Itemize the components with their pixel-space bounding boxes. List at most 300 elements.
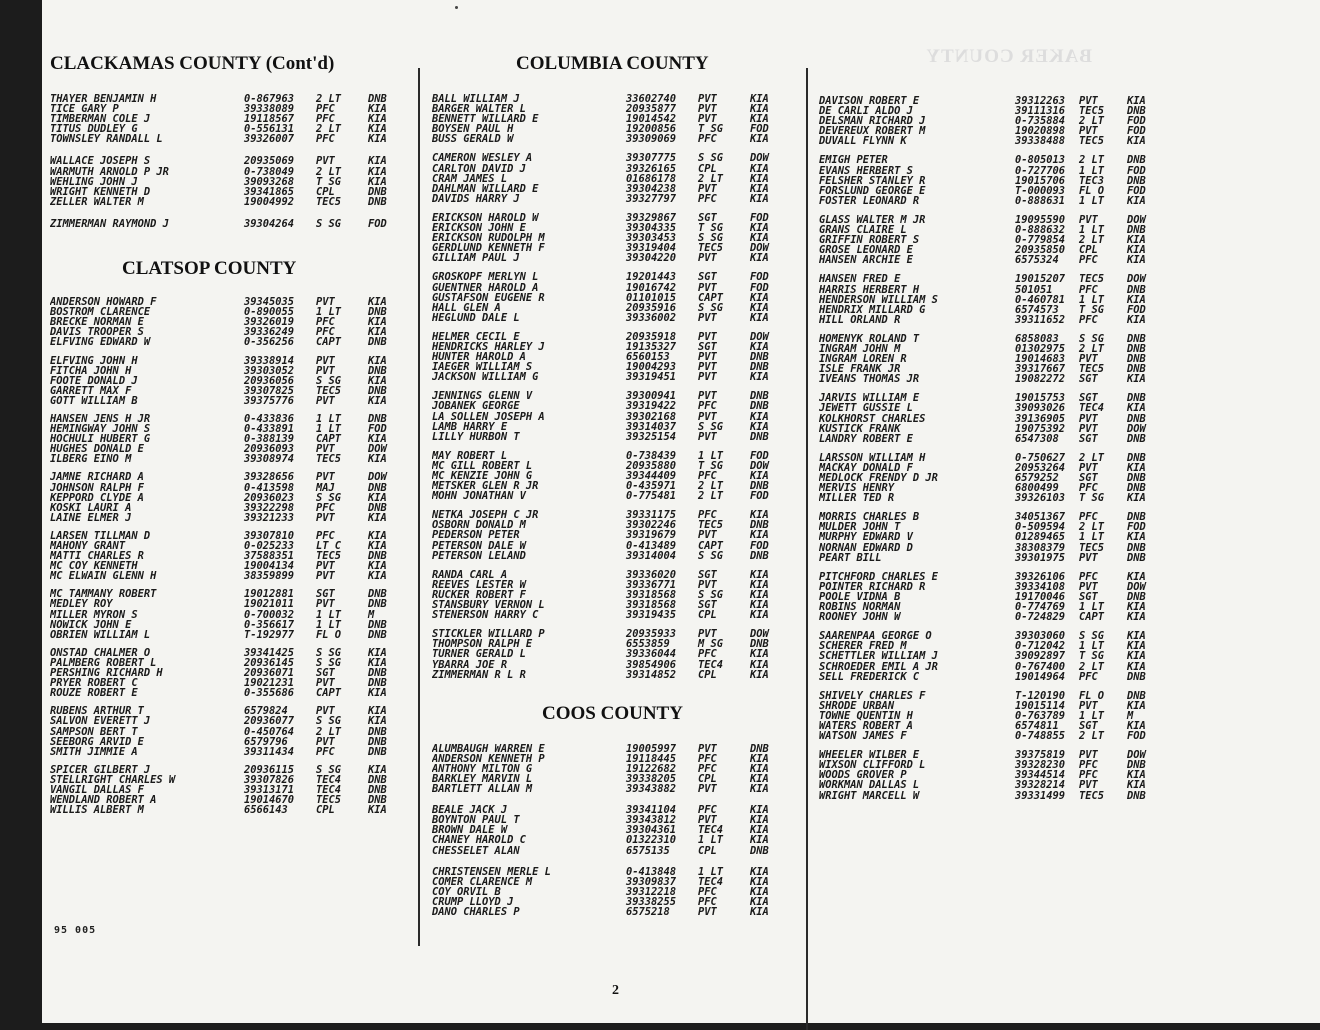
rank: S SG	[698, 152, 724, 165]
status-code: KIA	[368, 529, 387, 542]
rank: SGT	[1079, 392, 1098, 405]
serial-number: 39302246	[626, 519, 677, 532]
soldier-name: MULDER JOHN T	[819, 522, 901, 533]
soldier-name: EMIGH PETER	[819, 155, 888, 166]
record-group	[50, 706, 418, 756]
soldier-name: TURNER GERALD L	[432, 649, 526, 660]
soldier-name: MACKAY DONALD F	[819, 462, 913, 473]
rank: PVT	[316, 570, 335, 583]
soldier-name: HUGHES DONALD E	[50, 444, 144, 455]
rank: PFC	[698, 509, 717, 522]
casualty-row	[432, 124, 800, 134]
status-code: FOD	[750, 539, 769, 552]
casualty-row	[50, 187, 418, 197]
soldier-name: KEPPORD CLYDE A	[50, 492, 144, 503]
soldier-name: ANDERSON HOWARD F	[50, 297, 157, 308]
status-code: DOW	[1127, 213, 1146, 226]
serial-number: 19020898	[1015, 125, 1066, 138]
status-code: KIA	[750, 252, 769, 265]
casualty-row	[432, 352, 800, 362]
status-code: DOW	[750, 242, 769, 255]
rank: 1 LT	[1079, 709, 1105, 722]
status-code: DNB	[1127, 670, 1146, 683]
rank: CAPT	[698, 539, 724, 552]
record-group	[432, 332, 800, 382]
serial-number: 39326019	[244, 316, 295, 329]
casualty-row	[432, 104, 800, 114]
soldier-name: HANSEN JENS H JR	[50, 413, 151, 425]
rank: 2 LT	[698, 480, 724, 493]
status-code: DNB	[1127, 472, 1146, 484]
status-code: DNB	[368, 384, 387, 397]
status-code: KIA	[750, 658, 769, 671]
soldier-name: PERSHING RICHARD H	[50, 668, 163, 679]
status-code: DNB	[750, 430, 769, 443]
soldier-name: MILLER MYRON S	[50, 609, 138, 620]
casualty-row	[432, 629, 800, 639]
status-code: KIA	[1127, 611, 1146, 624]
status-code: KIA	[1127, 779, 1146, 792]
rank: S SG	[316, 763, 342, 776]
rank: CPL	[1079, 244, 1098, 257]
soldier-name: MAY ROBERT L	[432, 450, 508, 461]
record-group	[432, 451, 800, 501]
rank: PFC	[1079, 254, 1098, 267]
soldier-name: ONSTAD CHALMER O	[50, 647, 151, 658]
serial-number: 39345035	[244, 296, 295, 309]
soldier-name: HENDERSON WILLIAM S	[819, 294, 938, 305]
serial-number: 39334108	[1015, 580, 1066, 593]
soldier-name: FITCHA JOHN H	[50, 365, 132, 376]
soldier-name: GOTT WILLIAM B	[50, 395, 138, 406]
serial-number: 39338255	[626, 895, 677, 908]
bleed-through-heading: BAKER COUNTY	[925, 46, 1092, 67]
casualty-row	[50, 104, 418, 114]
soldier-name: GLASS WALTER M JR	[819, 214, 926, 226]
rank: PFC	[316, 501, 335, 514]
status-code: KIA	[750, 410, 769, 423]
status-code: DNB	[368, 550, 387, 563]
status-code: DNB	[368, 412, 387, 425]
serial-number: 19014542	[626, 113, 677, 126]
soldier-name: LARSSON WILLIAM H	[819, 452, 926, 463]
casualty-row	[819, 136, 1189, 146]
serial-number: 0-748855	[1015, 730, 1066, 743]
rank: 1 LT	[316, 423, 342, 436]
casualty-row	[819, 731, 1189, 741]
rank: S SG	[316, 715, 342, 728]
soldier-name: YBARRA JOE R	[432, 659, 508, 670]
serial-number: 0-433836	[244, 412, 295, 425]
status-code: KIA	[1127, 650, 1146, 663]
casualty-row	[50, 472, 418, 482]
casualty-row	[432, 412, 800, 422]
serial-number: 39328230	[1015, 759, 1066, 772]
soldier-name: IAEGER WILLIAM S	[432, 362, 533, 373]
rank: S SG	[316, 491, 342, 504]
rank: PFC	[316, 133, 335, 146]
soldier-name: ERICKSON HAROLD W	[432, 212, 539, 224]
soldier-name: DE CARLI ALDO J	[819, 106, 913, 117]
speck-mark	[455, 6, 458, 9]
record-group	[50, 94, 418, 144]
status-code: DNB	[750, 549, 769, 562]
serial-number: 39326103	[1015, 492, 1066, 505]
soldier-name: GUSTAFSON EUGENE R	[432, 292, 545, 303]
rank: PVT	[698, 93, 717, 105]
rank: PVT	[316, 560, 335, 573]
rank: 1 LT	[1079, 293, 1105, 306]
serial-number: 6575135	[626, 844, 670, 857]
record-group	[432, 744, 800, 794]
serial-number: 0-700032	[244, 608, 295, 621]
status-code: DNB	[368, 336, 387, 349]
serial-number: 0-413598	[244, 481, 295, 494]
rank: CAPT	[316, 433, 342, 446]
serial-number: 39111316	[1015, 105, 1066, 118]
casualty-row	[50, 620, 418, 630]
serial-number: 39092897	[1015, 650, 1066, 663]
soldier-name: WOODS GROVER P	[819, 770, 907, 781]
serial-number: 39304264	[244, 217, 295, 230]
rank: PVT	[316, 354, 335, 367]
status-code: KIA	[750, 895, 769, 908]
casualty-row	[432, 530, 800, 540]
status-code: KIA	[368, 175, 387, 188]
status-code: DNB	[1127, 392, 1146, 405]
status-code: KIA	[750, 875, 769, 888]
rank: PVT	[698, 430, 717, 443]
status-code: KIA	[750, 885, 769, 898]
rank: CPL	[698, 844, 717, 857]
record-group	[819, 96, 1189, 146]
serial-number: 6553859	[626, 638, 670, 651]
rank: PVT	[698, 330, 717, 343]
rank: TEC4	[1079, 402, 1105, 415]
serial-number: 39319422	[626, 400, 677, 413]
record-group	[819, 691, 1189, 741]
soldier-name: PITCHFORD CHARLES E	[819, 571, 938, 582]
status-code: DNB	[1127, 363, 1146, 376]
soldier-name: SEEBORG ARVID E	[50, 736, 144, 747]
rank: TEC5	[1079, 789, 1105, 802]
status-code: KIA	[368, 656, 387, 669]
serial-number: 6858083	[1015, 332, 1059, 345]
column-right	[819, 52, 1189, 801]
status-code: DOW	[368, 471, 387, 484]
serial-number: 39338914	[244, 354, 295, 367]
soldier-name: WORKMAN DALLAS L	[819, 780, 920, 791]
rank: CPL	[316, 185, 335, 198]
serial-number: 19122682	[626, 762, 677, 775]
soldier-name: ALUMBAUGH WARREN E	[432, 743, 545, 754]
rank: PVT	[698, 103, 717, 116]
rank: TEC5	[1079, 105, 1105, 118]
casualty-row	[432, 639, 800, 649]
rank: 2 LT	[1079, 521, 1105, 534]
status-code: KIA	[1127, 660, 1146, 673]
serial-number: 20936071	[244, 667, 295, 680]
serial-number: 39319435	[626, 609, 677, 622]
soldier-name: CHESSELET ALAN	[432, 845, 520, 856]
status-code: KIA	[750, 93, 769, 105]
soldier-name: JACKSON WILLIAM G	[432, 372, 539, 383]
casualty-row	[432, 670, 800, 680]
status-code: KIA	[368, 394, 387, 407]
casualty-row	[50, 317, 418, 327]
rank: PFC	[698, 400, 717, 413]
serial-number: 39307810	[244, 529, 295, 542]
casualty-row	[432, 754, 800, 764]
soldier-name: LAMB HARRY E	[432, 421, 508, 432]
casualty-row	[819, 791, 1189, 801]
status-code: KIA	[750, 865, 769, 878]
rank: S SG	[698, 420, 724, 433]
status-code: DNB	[750, 361, 769, 374]
status-code: KIA	[750, 609, 769, 622]
soldier-name: PETERSON DALE W	[432, 540, 526, 551]
serial-number: 39304335	[626, 222, 677, 235]
status-code: DNB	[1127, 174, 1146, 187]
soldier-name: WIXSON CLIFFORD L	[819, 760, 926, 771]
soldier-name: POOLE VIDNA B	[819, 591, 901, 603]
soldier-name: TOWNE QUENTIN H	[819, 710, 913, 721]
status-code: KIA	[1127, 95, 1146, 107]
casualty-row	[432, 471, 800, 481]
soldier-name: KOSKI LAURI A	[50, 502, 132, 513]
casualty-row	[432, 293, 800, 303]
casualty-row	[50, 177, 418, 187]
status-code: DNB	[1127, 154, 1146, 167]
status-code: DNB	[368, 725, 387, 738]
serial-number: 39341425	[244, 646, 295, 659]
rank: PVT	[698, 742, 717, 755]
serial-number: 39338205	[626, 772, 677, 785]
record-group	[819, 274, 1189, 324]
serial-number: 0-888632	[1015, 224, 1066, 237]
rank: 2 LT	[316, 93, 342, 105]
soldier-name: TITUS DUDLEY G	[50, 124, 138, 135]
rank: PVT	[1079, 699, 1098, 712]
column-left	[50, 52, 418, 815]
status-code: KIA	[368, 453, 387, 466]
casualty-row	[50, 706, 418, 716]
serial-number: 0-509594	[1015, 521, 1066, 534]
casualty-row	[50, 775, 418, 785]
serial-number: 39375776	[244, 394, 295, 407]
serial-number: 0-775481	[626, 490, 677, 503]
status-code: DNB	[1127, 551, 1146, 564]
serial-number: 19015207	[1015, 273, 1066, 286]
serial-number: 01322310	[626, 834, 677, 847]
casualty-row	[432, 194, 800, 204]
status-code: FOD	[368, 217, 387, 230]
rank: T SG	[698, 459, 724, 472]
status-code: KIA	[750, 133, 769, 146]
serial-number: 39319451	[626, 371, 677, 384]
soldier-name: ISLE FRANK JR	[819, 364, 901, 375]
soldier-name: SCHETTLER WILLIAM J	[819, 651, 938, 662]
soldier-name: NETKA JOSEPH C JR	[432, 510, 539, 521]
soldier-name: DELSMAN RICHARD J	[819, 116, 926, 127]
rank: PVT	[316, 511, 335, 524]
rank: PVT	[1079, 412, 1098, 425]
record-group	[819, 393, 1189, 443]
casualty-row	[432, 153, 800, 163]
rank: PVT	[698, 783, 717, 796]
status-code: DOW	[750, 628, 769, 641]
serial-number: 19118567	[244, 113, 295, 126]
casualty-row	[50, 648, 418, 658]
casualty-row	[432, 815, 800, 825]
serial-number: 0-888631	[1015, 194, 1066, 207]
casualty-row	[819, 493, 1189, 503]
serial-number: 39328656	[244, 471, 295, 484]
soldier-name: GROSE LEONARD E	[819, 245, 913, 256]
rank: PVT	[316, 735, 335, 748]
rank: SGT	[316, 667, 335, 680]
soldier-name: ELFVING EDWARD W	[50, 337, 151, 348]
soldier-name: GARRETT MAX F	[50, 385, 132, 396]
serial-number: 19014683	[1015, 353, 1066, 366]
rank: PFC	[1079, 670, 1098, 683]
casualty-row	[50, 307, 418, 317]
soldier-name: GRANS CLAIRE L	[819, 225, 907, 236]
serial-number: 39336249	[244, 326, 295, 339]
soldier-name: ANDERSON KENNETH P	[432, 753, 545, 764]
status-code: KIA	[750, 772, 769, 785]
serial-number: 39326106	[1015, 570, 1066, 583]
status-code: KIA	[368, 133, 387, 146]
casualty-row	[432, 164, 800, 174]
rank: SGT	[1079, 472, 1098, 484]
serial-number: 01686178	[626, 172, 677, 185]
status-code: DOW	[750, 330, 769, 343]
soldier-name: MATTI CHARLES R	[50, 551, 144, 562]
soldier-name: LILLY HURBON T	[432, 431, 520, 442]
soldier-name: SCHERER FRED M	[819, 641, 907, 652]
soldier-name: RUBENS ARTHUR T	[50, 706, 144, 717]
rank: T SG	[698, 222, 724, 235]
soldier-name: THAYER BENJAMIN H	[50, 94, 157, 105]
rank: T SG	[316, 175, 342, 188]
serial-number: 20935850	[1015, 244, 1066, 257]
casualty-row	[50, 599, 418, 609]
status-code: KIA	[368, 560, 387, 573]
serial-number: 19004293	[626, 361, 677, 374]
soldier-name: MURPHY EDWARD V	[819, 532, 913, 543]
status-code: KIA	[1127, 769, 1146, 782]
soldier-name: SPICER GILBERT J	[50, 764, 151, 775]
soldier-name: ROUZE ROBERT E	[50, 688, 138, 699]
serial-number: 39314004	[626, 549, 677, 562]
soldier-name: WRIGHT KENNETH D	[50, 186, 151, 197]
soldier-name: TOWNSLEY RANDALL L	[50, 134, 163, 145]
soldier-name: BALL WILLIAM J	[432, 94, 520, 105]
status-code: KIA	[750, 668, 769, 681]
rank: TEC5	[316, 384, 342, 397]
serial-number: 0-735884	[1015, 115, 1066, 128]
status-code: DNB	[1127, 342, 1146, 355]
soldier-name: DAVISON ROBERT E	[819, 96, 920, 107]
status-code: KIA	[750, 783, 769, 796]
soldier-name: SCHROEDER EMIL A JR	[819, 661, 938, 672]
soldier-name: ERICKSON RUDOLPH M	[432, 233, 545, 244]
soldier-name: REEVES LESTER W	[432, 579, 526, 590]
serial-number: 20936023	[244, 491, 295, 504]
rank: CPL	[698, 668, 717, 681]
serial-number: 39854906	[626, 658, 677, 671]
serial-number: 39327797	[626, 192, 677, 205]
rank: 1 LT	[316, 306, 342, 319]
rank: 1 LT	[316, 618, 342, 631]
status-code: KIA	[1127, 492, 1146, 505]
serial-number: 39303052	[244, 364, 295, 377]
status-code: DNB	[750, 638, 769, 651]
casualty-row	[50, 727, 418, 737]
soldier-name: BARGER WALTER L	[432, 104, 526, 115]
soldier-name: TICE GARY P	[50, 104, 119, 115]
rank: PFC	[698, 762, 717, 775]
status-code: DNB	[368, 794, 387, 807]
rank: TEC4	[698, 658, 724, 671]
record-group	[50, 156, 418, 206]
casualty-row	[432, 610, 800, 620]
rank: PVT	[316, 364, 335, 377]
casualty-row	[432, 835, 800, 845]
serial-number: 01302975	[1015, 342, 1066, 355]
serial-number: 39319679	[626, 529, 677, 542]
casualty-row	[432, 362, 800, 372]
casualty-row	[432, 332, 800, 342]
soldier-name: KOLKHORST CHARLES	[819, 413, 926, 424]
status-code: DNB	[368, 628, 387, 641]
casualty-row	[50, 134, 418, 144]
status-code: KIA	[750, 470, 769, 482]
rank: 2 LT	[698, 490, 724, 503]
serial-number: 19016742	[626, 281, 677, 294]
casualty-row	[50, 531, 418, 541]
rank: PFC	[1079, 313, 1098, 326]
status-code: FOD	[750, 281, 769, 294]
rank: TEC5	[316, 794, 342, 807]
casualty-row	[50, 297, 418, 307]
status-code: DNB	[368, 745, 387, 758]
rank: 1 LT	[316, 412, 342, 425]
serial-number: 0-712042	[1015, 640, 1066, 653]
status-code: DNB	[368, 735, 387, 748]
casualty-row	[50, 589, 418, 599]
casualty-row	[819, 672, 1189, 682]
rank: T SG	[698, 123, 724, 136]
serial-number: 19004134	[244, 560, 295, 573]
casualty-row	[432, 510, 800, 520]
soldier-name: WATERS ROBERT A	[819, 720, 913, 732]
status-code: FOD	[1127, 115, 1146, 128]
status-code: DNB	[368, 306, 387, 319]
serial-number: 39318568	[626, 599, 677, 612]
serial-number: 01101015	[626, 291, 677, 304]
rank: PFC	[1079, 769, 1098, 782]
soldier-name: CHANEY HAROLD C	[432, 835, 526, 846]
casualty-row	[432, 867, 800, 877]
record-group	[50, 648, 418, 698]
status-code: DNB	[1127, 482, 1146, 495]
soldier-name: JEWETT GUSSIE L	[819, 403, 913, 414]
soldier-name: MAHONY GRANT	[50, 541, 126, 552]
serial-number: 6579252	[1015, 472, 1059, 484]
soldier-name: HENDRIX MILLARD G	[819, 304, 926, 315]
